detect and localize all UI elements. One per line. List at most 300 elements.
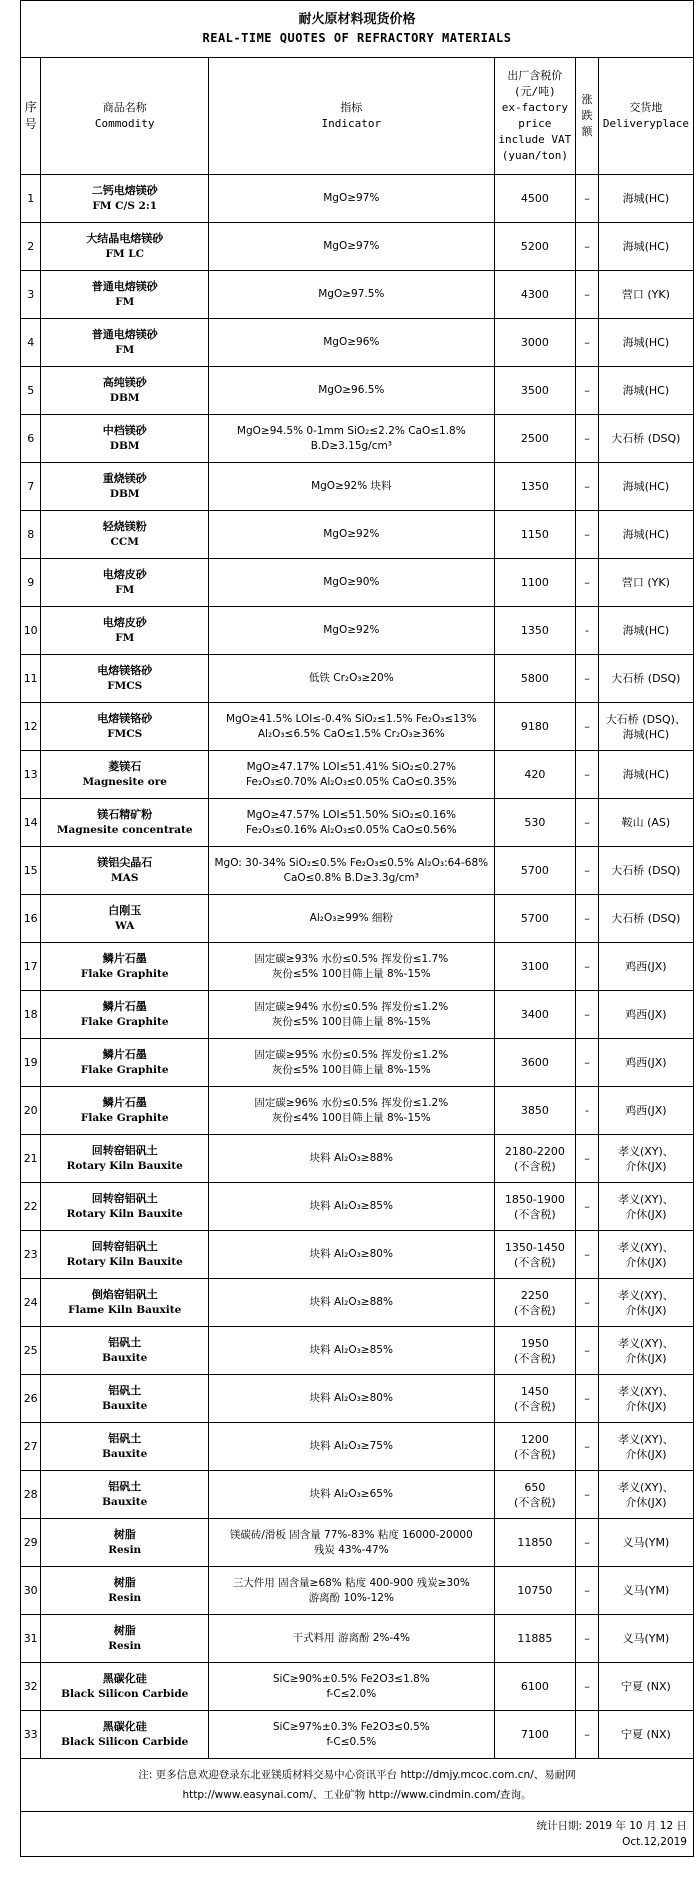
commodity-name (41, 415, 209, 463)
indicator: 固定碳≥96% 水份≤0.5% 挥发份≤1.2% 灰份≤4% 100目筛上量 8%-15% (209, 1087, 495, 1135)
indicator: 块料 Al₂O₃≥85% (209, 1183, 495, 1231)
indicator: 三大件用 固含量≥68% 粘度 400-900 残炭≥30% 游离酚 10%-12% (209, 1567, 495, 1615)
row-number: 21 (21, 1135, 41, 1183)
indicator: 镁碳砖/滑板 固含量 77%-83% 粘度 16000-20000 残炭 43%-47% (209, 1519, 495, 1567)
commodity-name (41, 367, 209, 415)
delivery-place: 海城(HC) (598, 511, 693, 559)
commodity-name (41, 895, 209, 943)
commodity-en: Resin (108, 1640, 142, 1652)
indicator: MgO: 30-34% SiO₂≤0.5% Fe₂O₃≤0.5% Al₂O₃:64-68% CaO≤0.8% B.D≥3.3g/cm³ (209, 847, 495, 895)
commodity-en: Flake Graphite (80, 968, 169, 980)
price: 9180 (494, 703, 576, 751)
row-number: 14 (21, 799, 41, 847)
delivery-place: 海城(HC) (598, 223, 693, 271)
price: 3100 (494, 943, 576, 991)
commodity-name (41, 703, 209, 751)
commodity-en: Resin (108, 1544, 142, 1556)
indicator: Al₂O₃≥99% 细粉 (209, 895, 495, 943)
commodity-cn: 铝矾土 (108, 1432, 142, 1445)
indicator: 块料 Al₂O₃≥80% (209, 1231, 495, 1279)
row-number: 20 (21, 1087, 41, 1135)
commodity-name (41, 943, 209, 991)
delivery-place: 海城(HC) (598, 607, 693, 655)
table-row (21, 943, 694, 991)
indicator: MgO≥97.5% (209, 271, 495, 319)
commodity-name (41, 1519, 209, 1567)
price-change: – (576, 175, 599, 223)
commodity-cn: 回转窑铝矾土 (91, 1144, 158, 1157)
table-row (21, 655, 694, 703)
row-number: 10 (21, 607, 41, 655)
row-number: 25 (21, 1327, 41, 1375)
row-number: 26 (21, 1375, 41, 1423)
commodity-en: Flame Kiln Bauxite (68, 1304, 182, 1316)
price: 4500 (494, 175, 576, 223)
price-change: – (576, 1231, 599, 1279)
price: 3600 (494, 1039, 576, 1087)
price: 5700 (494, 847, 576, 895)
table-row (21, 607, 694, 655)
commodity-name (41, 175, 209, 223)
commodity-en: Flake Graphite (80, 1016, 169, 1028)
commodity-en: FM (115, 296, 135, 308)
table-row (21, 1087, 694, 1135)
price: 1350 (494, 607, 576, 655)
commodity-cn: 鳞片石墨 (102, 1048, 147, 1061)
commodity-cn: 电熔皮砂 (102, 616, 147, 629)
price: 6100 (494, 1663, 576, 1711)
header-indicator: 指标 Indicator (209, 58, 495, 175)
delivery-place: 大石桥 (DSQ) (598, 415, 693, 463)
price-change: – (576, 1039, 599, 1087)
table-row (21, 1567, 694, 1615)
price-change: – (576, 223, 599, 271)
commodity-name (41, 223, 209, 271)
commodity-en: FM C/S 2:1 (92, 200, 158, 212)
table-row (21, 1519, 694, 1567)
delivery-place: 义马(YM) (598, 1615, 693, 1663)
price-change: – (576, 1519, 599, 1567)
delivery-place: 孝义(XY)、 介休(JX) (598, 1471, 693, 1519)
price-change: – (576, 1183, 599, 1231)
commodity-name (41, 1423, 209, 1471)
delivery-place: 鸡西(JX) (598, 1039, 693, 1087)
commodity-en: FM LC (105, 248, 144, 260)
commodity-cn: 普通电熔镁砂 (91, 280, 158, 293)
delivery-place: 大石桥 (DSQ)、 海城(HC) (598, 703, 693, 751)
row-number: 24 (21, 1279, 41, 1327)
price: 530 (494, 799, 576, 847)
delivery-place: 大石桥 (DSQ) (598, 895, 693, 943)
commodity-cn: 树脂 (113, 1576, 136, 1589)
table-row (21, 175, 694, 223)
indicator: 低铁 Cr₂O₃≥20% (209, 655, 495, 703)
indicator: 块料 Al₂O₃≥65% (209, 1471, 495, 1519)
table-row (21, 991, 694, 1039)
delivery-place: 营口 (YK) (598, 271, 693, 319)
row-number: 23 (21, 1231, 41, 1279)
commodity-cn: 黑碳化硅 (102, 1672, 147, 1685)
quotes-table (20, 0, 694, 1857)
table-row (21, 1039, 694, 1087)
price-change: – (576, 1279, 599, 1327)
delivery-place: 鸡西(JX) (598, 991, 693, 1039)
header-seq: 序 号 (21, 58, 41, 175)
commodity-en: WA (115, 920, 135, 932)
commodity-name (41, 271, 209, 319)
commodity-cn: 鳞片石墨 (102, 1096, 147, 1109)
price-change: – (576, 511, 599, 559)
table-row (21, 1375, 694, 1423)
row-number: 2 (21, 223, 41, 271)
header-commodity: 商品名称 Commodity (41, 58, 209, 175)
indicator: 块料 Al₂O₃≥75% (209, 1423, 495, 1471)
row-number: 33 (21, 1711, 41, 1759)
commodity-en: FMCS (107, 728, 143, 740)
commodity-cn: 菱镁石 (108, 760, 142, 773)
price-change: – (576, 895, 599, 943)
price: 5700 (494, 895, 576, 943)
row-number: 1 (21, 175, 41, 223)
row-number: 7 (21, 463, 41, 511)
row-number: 3 (21, 271, 41, 319)
commodity-cn: 二钙电熔镁砂 (91, 184, 158, 197)
price: 3850 (494, 1087, 576, 1135)
delivery-place: 营口 (YK) (598, 559, 693, 607)
delivery-place: 宁夏 (NX) (598, 1663, 693, 1711)
commodity-name (41, 1615, 209, 1663)
commodity-name (41, 1183, 209, 1231)
table-row (21, 847, 694, 895)
price-change: – (576, 1615, 599, 1663)
price: 4300 (494, 271, 576, 319)
commodity-en: DBM (109, 440, 140, 452)
indicator: MgO≥94.5% 0-1mm SiO₂≤2.2% CaO≤1.8% B.D≥3.15g/cm³ (209, 415, 495, 463)
price: 11885 (494, 1615, 576, 1663)
commodity-name (41, 1567, 209, 1615)
price-change: – (576, 703, 599, 751)
price-change: – (576, 1135, 599, 1183)
delivery-place: 大石桥 (DSQ) (598, 655, 693, 703)
row-number: 17 (21, 943, 41, 991)
statistics-date: 统计日期: 2019 年 10 月 12 日 Oct.12,2019 (21, 1812, 694, 1857)
commodity-name (41, 1135, 209, 1183)
commodity-name (41, 991, 209, 1039)
commodity-cn: 普通电熔镁砂 (91, 328, 158, 341)
table-row (21, 1231, 694, 1279)
commodity-cn: 高纯镁砂 (102, 376, 147, 389)
commodity-cn: 铝矾土 (108, 1384, 142, 1397)
price: 3000 (494, 319, 576, 367)
table-row (21, 1471, 694, 1519)
delivery-place: 孝义(XY)、 介休(JX) (598, 1183, 693, 1231)
indicator: MgO≥41.5% LOI≤-0.4% SiO₂≤1.5% Fe₂O₃≤13% Al₂O₃≤6.5% CaO≤1.5% Cr₂O₃≥36% (209, 703, 495, 751)
commodity-name (41, 511, 209, 559)
commodity-name (41, 1087, 209, 1135)
indicator: MgO≥97% (209, 175, 495, 223)
price-change: – (576, 847, 599, 895)
price-change: - (576, 607, 599, 655)
commodity-name (41, 1471, 209, 1519)
row-number: 8 (21, 511, 41, 559)
price: 1850-1900 (不含税) (494, 1183, 576, 1231)
price-change: – (576, 1711, 599, 1759)
commodity-en: FM (115, 584, 135, 596)
delivery-place: 海城(HC) (598, 319, 693, 367)
title-cn: 耐火原材料现货价格 (298, 12, 416, 27)
commodity-name (41, 1375, 209, 1423)
table-row (21, 799, 694, 847)
table-row (21, 1279, 694, 1327)
delivery-place: 海城(HC) (598, 367, 693, 415)
indicator: SiC≥90%±0.5% Fe2O3≤1.8% f-C≤2.0% (209, 1663, 495, 1711)
commodity-cn: 倒焰窑铝矾土 (91, 1288, 158, 1301)
row-number: 11 (21, 655, 41, 703)
commodity-name (41, 607, 209, 655)
indicator: 固定碳≥93% 水份≤0.5% 挥发份≤1.7% 灰份≤5% 100目筛上量 8%-15% (209, 943, 495, 991)
price: 1350 (494, 463, 576, 511)
delivery-place: 孝义(XY)、 介休(JX) (598, 1375, 693, 1423)
commodity-cn: 铝矾土 (108, 1336, 142, 1349)
table-row (21, 1135, 694, 1183)
price-change: – (576, 1663, 599, 1711)
price: 1100 (494, 559, 576, 607)
commodity-en: Black Silicon Carbide (61, 1688, 189, 1700)
price: 650 (不含税) (494, 1471, 576, 1519)
commodity-cn: 树脂 (113, 1624, 136, 1637)
table-row (21, 1423, 694, 1471)
price-change: – (576, 1375, 599, 1423)
commodity-en: Bauxite (102, 1352, 148, 1364)
commodity-cn: 镁铝尖晶石 (97, 856, 153, 869)
commodity-en: DBM (109, 392, 140, 404)
delivery-place: 孝义(XY)、 介休(JX) (598, 1327, 693, 1375)
delivery-place: 孝义(XY)、 介休(JX) (598, 1135, 693, 1183)
price-change: – (576, 559, 599, 607)
delivery-place: 义马(YM) (598, 1567, 693, 1615)
price-change: – (576, 751, 599, 799)
price: 10750 (494, 1567, 576, 1615)
price-change: - (576, 1087, 599, 1135)
indicator: MgO≥47.17% LOI≤51.41% SiO₂≤0.27% Fe₂O₃≤0.70% Al₂O₃≤0.05% CaO≤0.35% (209, 751, 495, 799)
commodity-cn: 镁石精矿粉 (97, 808, 153, 821)
commodity-name (41, 847, 209, 895)
price-change: – (576, 655, 599, 703)
row-number: 27 (21, 1423, 41, 1471)
price: 2250 (不含税) (494, 1279, 576, 1327)
commodity-name (41, 799, 209, 847)
delivery-place: 孝义(XY)、 介休(JX) (598, 1231, 693, 1279)
delivery-place: 鸡西(JX) (598, 943, 693, 991)
delivery-place: 孝义(XY)、 介休(JX) (598, 1279, 693, 1327)
price-change: – (576, 319, 599, 367)
delivery-place: 大石桥 (DSQ) (598, 847, 693, 895)
row-number: 5 (21, 367, 41, 415)
indicator: MgO≥92% 块料 (209, 463, 495, 511)
price-change: – (576, 1471, 599, 1519)
indicator: MgO≥90% (209, 559, 495, 607)
indicator: 块料 Al₂O₃≥88% (209, 1135, 495, 1183)
commodity-en: Rotary Kiln Bauxite (66, 1256, 183, 1268)
indicator: 干式料用 游离酚 2%-4% (209, 1615, 495, 1663)
table-row (21, 703, 694, 751)
commodity-name (41, 1279, 209, 1327)
table-row (21, 1711, 694, 1759)
row-number: 4 (21, 319, 41, 367)
table-row (21, 751, 694, 799)
commodity-name (41, 751, 209, 799)
commodity-cn: 回转窑铝矾土 (91, 1192, 158, 1205)
indicator: 块料 Al₂O₃≥85% (209, 1327, 495, 1375)
price: 1150 (494, 511, 576, 559)
price: 3400 (494, 991, 576, 1039)
price: 5800 (494, 655, 576, 703)
delivery-place: 鸡西(JX) (598, 1087, 693, 1135)
price-sheet (20, 0, 694, 1857)
commodity-name (41, 655, 209, 703)
indicator: 块料 Al₂O₃≥80% (209, 1375, 495, 1423)
commodity-cn: 电熔皮砂 (102, 568, 147, 581)
price: 1950 (不含税) (494, 1327, 576, 1375)
commodity-en: Magnesite ore (82, 776, 167, 788)
table-row (21, 1327, 694, 1375)
commodity-en: Flake Graphite (80, 1064, 169, 1076)
commodity-name (41, 1039, 209, 1087)
price: 1350-1450 (不含税) (494, 1231, 576, 1279)
table-row (21, 367, 694, 415)
price-change: – (576, 799, 599, 847)
row-number: 29 (21, 1519, 41, 1567)
commodity-cn: 大结晶电熔镁砂 (86, 232, 164, 245)
commodity-en: FM (115, 632, 135, 644)
table-row (21, 415, 694, 463)
table-row (21, 463, 694, 511)
delivery-place: 海城(HC) (598, 175, 693, 223)
price: 2180-2200 (不含税) (494, 1135, 576, 1183)
indicator: SiC≥97%±0.3% Fe2O3≤0.5% f-C≤0.5% (209, 1711, 495, 1759)
commodity-cn: 白刚玉 (108, 904, 142, 917)
row-number: 16 (21, 895, 41, 943)
row-number: 28 (21, 1471, 41, 1519)
price-change: – (576, 1423, 599, 1471)
commodity-en: Bauxite (102, 1496, 148, 1508)
price: 7100 (494, 1711, 576, 1759)
commodity-name (41, 1327, 209, 1375)
commodity-en: Rotary Kiln Bauxite (66, 1160, 183, 1172)
indicator: MgO≥47.57% LOI≤51.50% SiO₂≤0.16% Fe₂O₃≤0.16% Al₂O₃≤0.05% CaO≤0.56% (209, 799, 495, 847)
row-number: 13 (21, 751, 41, 799)
price: 420 (494, 751, 576, 799)
commodity-cn: 重烧镁砂 (102, 472, 147, 485)
commodity-en: Bauxite (102, 1448, 148, 1460)
commodity-en: Resin (108, 1592, 142, 1604)
row-number: 6 (21, 415, 41, 463)
commodity-cn: 鳞片石墨 (102, 952, 147, 965)
price: 1200 (不含税) (494, 1423, 576, 1471)
row-number: 31 (21, 1615, 41, 1663)
row-number: 15 (21, 847, 41, 895)
delivery-place: 鞍山 (AS) (598, 799, 693, 847)
indicator: MgO≥96.5% (209, 367, 495, 415)
table-row (21, 1183, 694, 1231)
table-row (21, 559, 694, 607)
commodity-en: Black Silicon Carbide (61, 1736, 189, 1748)
commodity-cn: 鳞片石墨 (102, 1000, 147, 1013)
commodity-cn: 黑碳化硅 (102, 1720, 147, 1733)
footnote: 注: 更多信息欢迎登录东北亚镁质材料交易中心资讯平台 http://dmjy.mcoc.com.cn/、易耐网 http://www.easynai.com/、工业矿物 http://www.cindmin.com/查询。 (21, 1759, 694, 1812)
row-number: 22 (21, 1183, 41, 1231)
row-number: 19 (21, 1039, 41, 1087)
commodity-cn: 中档镁砂 (102, 424, 147, 437)
row-number: 30 (21, 1567, 41, 1615)
header-price: 出厂含税价 (元/吨) ex-factory price include VAT (yuan/ton) (494, 58, 576, 175)
row-number: 9 (21, 559, 41, 607)
table-row (21, 511, 694, 559)
header-change: 涨 跌 额 (576, 58, 599, 175)
price-change: – (576, 367, 599, 415)
commodity-name (41, 1663, 209, 1711)
commodity-name (41, 463, 209, 511)
commodity-en: MAS (111, 872, 139, 884)
price-change: – (576, 1567, 599, 1615)
commodity-cn: 树脂 (113, 1528, 136, 1541)
price: 1450 (不含税) (494, 1375, 576, 1423)
table-title (21, 1, 694, 58)
title-en: REAL-TIME QUOTES OF REFRACTORY MATERIALS (202, 31, 512, 45)
commodity-en: CCM (110, 536, 139, 548)
price-change: – (576, 943, 599, 991)
delivery-place: 义马(YM) (598, 1519, 693, 1567)
indicator: 块料 Al₂O₃≥88% (209, 1279, 495, 1327)
price-change: – (576, 1327, 599, 1375)
table-row (21, 895, 694, 943)
commodity-cn: 电熔镁铬砂 (97, 712, 153, 725)
price: 3500 (494, 367, 576, 415)
row-number: 32 (21, 1663, 41, 1711)
commodity-name (41, 319, 209, 367)
table-row (21, 223, 694, 271)
commodity-cn: 电熔镁铬砂 (97, 664, 153, 677)
price: 11850 (494, 1519, 576, 1567)
price-change: – (576, 463, 599, 511)
commodity-name (41, 559, 209, 607)
commodity-name (41, 1231, 209, 1279)
commodity-en: Rotary Kiln Bauxite (66, 1208, 183, 1220)
commodity-en: DBM (109, 488, 140, 500)
row-number: 18 (21, 991, 41, 1039)
delivery-place: 宁夏 (NX) (598, 1711, 693, 1759)
table-row (21, 1663, 694, 1711)
price: 2500 (494, 415, 576, 463)
price-change: – (576, 271, 599, 319)
indicator: MgO≥97% (209, 223, 495, 271)
header-delivery: 交货地 Deliveryplace (598, 58, 693, 175)
price-change: – (576, 991, 599, 1039)
indicator: 固定碳≥94% 水份≤0.5% 挥发份≤1.2% 灰份≤5% 100目筛上量 8%-15% (209, 991, 495, 1039)
commodity-cn: 轻烧镁粉 (102, 520, 147, 533)
commodity-en: Flake Graphite (80, 1112, 169, 1124)
commodity-en: Magnesite concentrate (56, 824, 193, 836)
price-change: – (576, 415, 599, 463)
indicator: 固定碳≥95% 水份≤0.5% 挥发份≤1.2% 灰份≤5% 100目筛上量 8%-15% (209, 1039, 495, 1087)
price: 5200 (494, 223, 576, 271)
row-number: 12 (21, 703, 41, 751)
commodity-cn: 回转窑铝矾土 (91, 1240, 158, 1253)
table-row (21, 1615, 694, 1663)
indicator: MgO≥92% (209, 511, 495, 559)
delivery-place: 孝义(XY)、 介休(JX) (598, 1423, 693, 1471)
commodity-name (41, 1711, 209, 1759)
